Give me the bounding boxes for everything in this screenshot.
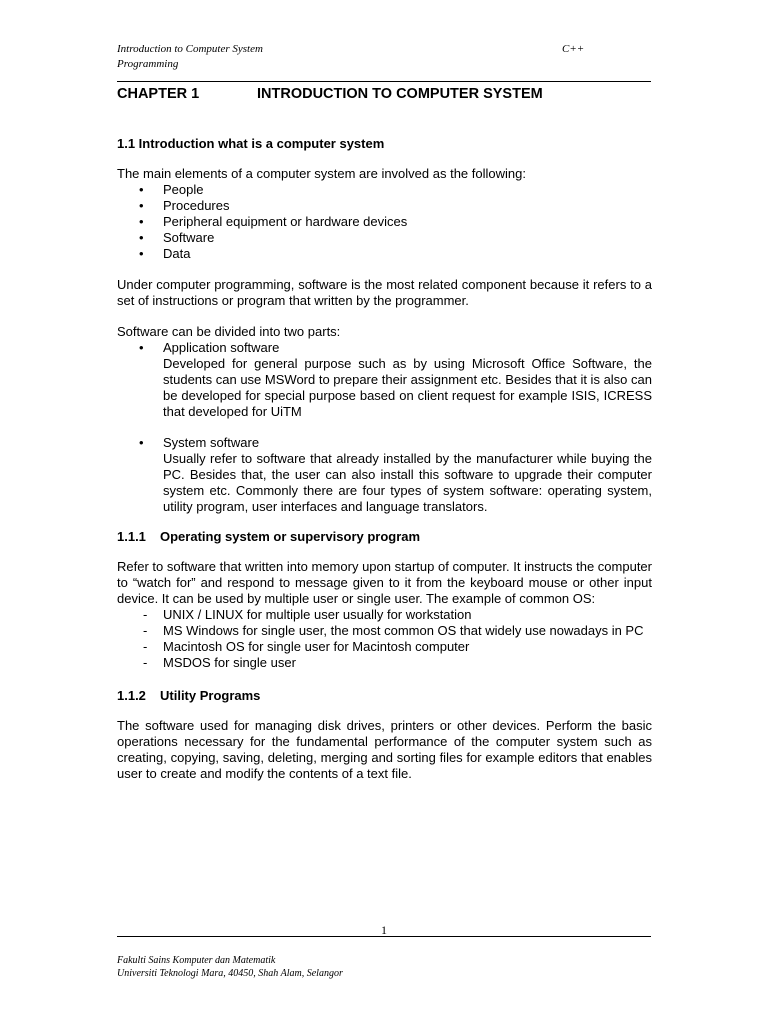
section-number: 1.1.1: [117, 529, 146, 544]
header-course-line2: Programming: [117, 58, 179, 70]
list-item: - Macintosh OS for single user for Macintosh computer: [117, 639, 652, 655]
os-examples-list: [117, 607, 652, 671]
running-header-left: [117, 42, 417, 72]
list-item: • Procedures: [117, 198, 652, 214]
footer-rule: [117, 936, 651, 937]
section-heading-1-1-2: [117, 688, 652, 704]
list-item-application-software: [117, 340, 652, 356]
list-item-system-software: [117, 435, 652, 451]
list-item: • Software: [117, 230, 652, 246]
section-number: 1.1.2: [117, 688, 146, 703]
list-item: • Peripheral equipment or hardware devices: [117, 214, 652, 230]
footer-faculty: Fakulti Sains Komputer dan Matematik: [117, 955, 276, 966]
header-rule: [117, 81, 651, 82]
chapter-heading: [117, 86, 652, 106]
list-item: - MSDOS for single user: [117, 655, 652, 671]
running-footer: [117, 954, 517, 980]
header-course-line1: Introduction to Computer System: [117, 43, 263, 55]
page-number: 1: [381, 923, 387, 937]
list-item: - UNIX / LINUX for multiple user usually for workstation: [117, 607, 652, 623]
software-parts-list: [117, 340, 652, 356]
section-title: Utility Programs: [160, 688, 261, 703]
running-header-right: C++: [562, 43, 585, 55]
elements-list: [117, 182, 652, 262]
operating-system-paragraph: Refer to software that written into memory upon startup of computer. It instructs the computer to “watch for” and respond to message given to it from the keyboard mouse or other input device. It can be used by multiple user or single user. The example of common OS:: [117, 559, 652, 606]
elements-intro: The main elements of a computer system are involved as the following:: [117, 166, 526, 181]
section-title: Operating system or supervisory program: [160, 529, 421, 544]
chapter-title: INTRODUCTION TO COMPUTER SYSTEM: [257, 86, 543, 102]
software-parts-list-continued: [117, 435, 652, 451]
list-item: • People: [117, 182, 652, 198]
system-software-description: Usually refer to software that already installed by the manufacturer while buying the PC. Besides that, the user can also install this software to upgrade their computer system etc. Commonly there are four types of system software: operating system, utility program, user interfaces and language translators.: [163, 451, 652, 514]
software-part-name: Application software: [163, 340, 280, 355]
footer-university: Universiti Teknologi Mara, 40450, Shah Alam, Selangor: [117, 968, 343, 979]
list-item: • Data: [117, 246, 652, 262]
chapter-number: CHAPTER 1: [117, 86, 200, 102]
programming-paragraph: Under computer programming, software is the most related component because it refers to a set of instructions or program that written by the programmer.: [117, 277, 652, 308]
application-software-description: Developed for general purpose such as by using Microsoft Office Software, the students can use MSWord to prepare their assignment etc. Besides that it is also can be developed for special purpose based on client request for example ISIS, ICRESS that developed for UiTM: [163, 356, 652, 419]
utility-programs-paragraph: The software used for managing disk drives, printers or other devices. Perform the basic operations necessary for the fundamental performance of the computer system such as creating, copying, saving, deleting, merging and sorting files for example editors that enables user to create and modify the contents of a text file.: [117, 718, 652, 781]
page-body: [117, 86, 652, 782]
software-part-name: System software: [163, 435, 260, 450]
section-heading-1-1: 1.1 Introduction what is a computer system: [117, 136, 385, 151]
list-item: - MS Windows for single user, the most common OS that widely use nowadays in PC: [117, 623, 652, 639]
software-parts-intro: Software can be divided into two parts:: [117, 324, 341, 339]
section-heading-1-1-1: [117, 529, 652, 545]
